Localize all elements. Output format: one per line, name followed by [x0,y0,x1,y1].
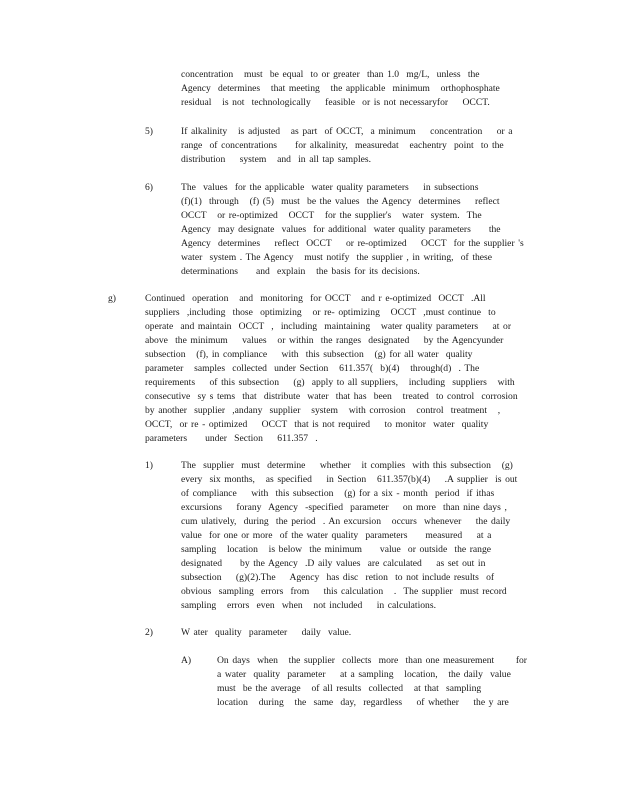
text-line: subsection (g)(2).The Agency has disc retion to not include results of [181,572,495,583]
text-line: The supplier must determine whether it complies with this subsection (g) [181,460,513,471]
text-line: must be the average of all results collected at that sampling [217,683,482,694]
text-line: of compliance with this subsection (g) for a six - month period if ithas [181,488,495,499]
text-line: excursions forany Agency -specified parameter on more than nine days , [181,502,507,513]
text-line: suppliers ,including those optimizing or re- optimizing OCCT ,must continue to [145,307,496,318]
text-line: On days when the supplier collects more than one measurement for [217,655,528,666]
text-line: concentration must be equal to or greater than 1.0 mg/L, unless the [181,69,480,80]
text-line: water system . The Agency must notify the supplier , in writing, of these [181,252,493,263]
text-line: Agency may designate values for additional water quality parameters the [181,224,501,235]
text-line: designated by the Agency .D aily values are calculated as set out in [181,558,486,569]
text-line: cum ulatively, during the period . An excursion occurs whenever the daily [181,516,511,527]
item-marker: 1) [145,460,153,471]
text-line: residual is not technologically feasible or is not necessaryfor OCCT. [181,97,490,108]
text-line: W ater quality parameter daily value. [181,627,352,638]
text-line: value for one or more of the water quality parameters measured at a [181,530,492,541]
text-line: range of concentrations for alkalinity, measuredat eachentry point to the [181,140,504,151]
text-line: If alkalinity is adjusted as part of OCCT, a minimum concentration or a [181,126,513,137]
text-line: Continued operation and monitoring for OCCT and r e-optimized OCCT .All [145,293,486,304]
text-line: OCCT, or re - optimized OCCT that is not required to monitor water quality [145,419,489,430]
text-line: consecutive sy s tems that distribute water that has been treated to control corrosion [145,391,518,402]
text-line: Agency determines that meeting the applicable minimum orthophosphate [181,83,500,94]
item-marker: 6) [145,182,153,193]
text-line: obvious sampling errors from this calculation . The supplier must record [181,586,507,597]
item-marker: 2) [145,627,153,638]
text-line: The values for the applicable water quality parameters in subsections [181,182,479,193]
item-marker: A) [181,655,192,666]
text-line: Agency determines reflect OCCT or re-optimized OCCT for the supplier 's [181,238,524,249]
text-line: OCCT or re-optimized OCCT for the supplier's water system. The [181,210,482,221]
text-line: requirements of this subsection (g) apply to all suppliers, including suppliers with [145,377,515,388]
text-line: above the minimum values or within the ranges designated by the Agencyunder [145,335,504,346]
text-line: sampling location is below the minimum value or outside the range [181,544,492,555]
text-line: parameter samples collected under Section 611.357( b)(4) through(d) . The [145,363,480,374]
item-marker: 5) [145,126,153,137]
text-line: operate and maintain OCCT , including maintaining water quality parameters at or [145,321,512,332]
text-line: distribution system and in all tap samples. [181,154,372,165]
text-line: by another supplier ,andany supplier system with corrosion control treatment , [145,405,501,416]
text-line: every six months, as specified in Section 611.357(b)(4) .A supplier is out [181,474,518,485]
text-line: parameters under Section 611.357 . [145,433,318,444]
text-line: location during the same day, regardless of whether the y are [217,697,509,708]
section-marker: g) [108,293,116,304]
text-line: determinations and explain the basis for its decisions. [181,266,420,277]
text-line: a water quality parameter at a sampling location, the daily value [217,669,511,680]
text-line: subsection (f), in compliance with this subsection (g) for all water quality [145,349,473,360]
text-line: sampling errors even when not included in calculations. [181,600,436,611]
text-line: (f)(1) through (f) (5) must be the values the Agency determines reflect [181,196,500,207]
